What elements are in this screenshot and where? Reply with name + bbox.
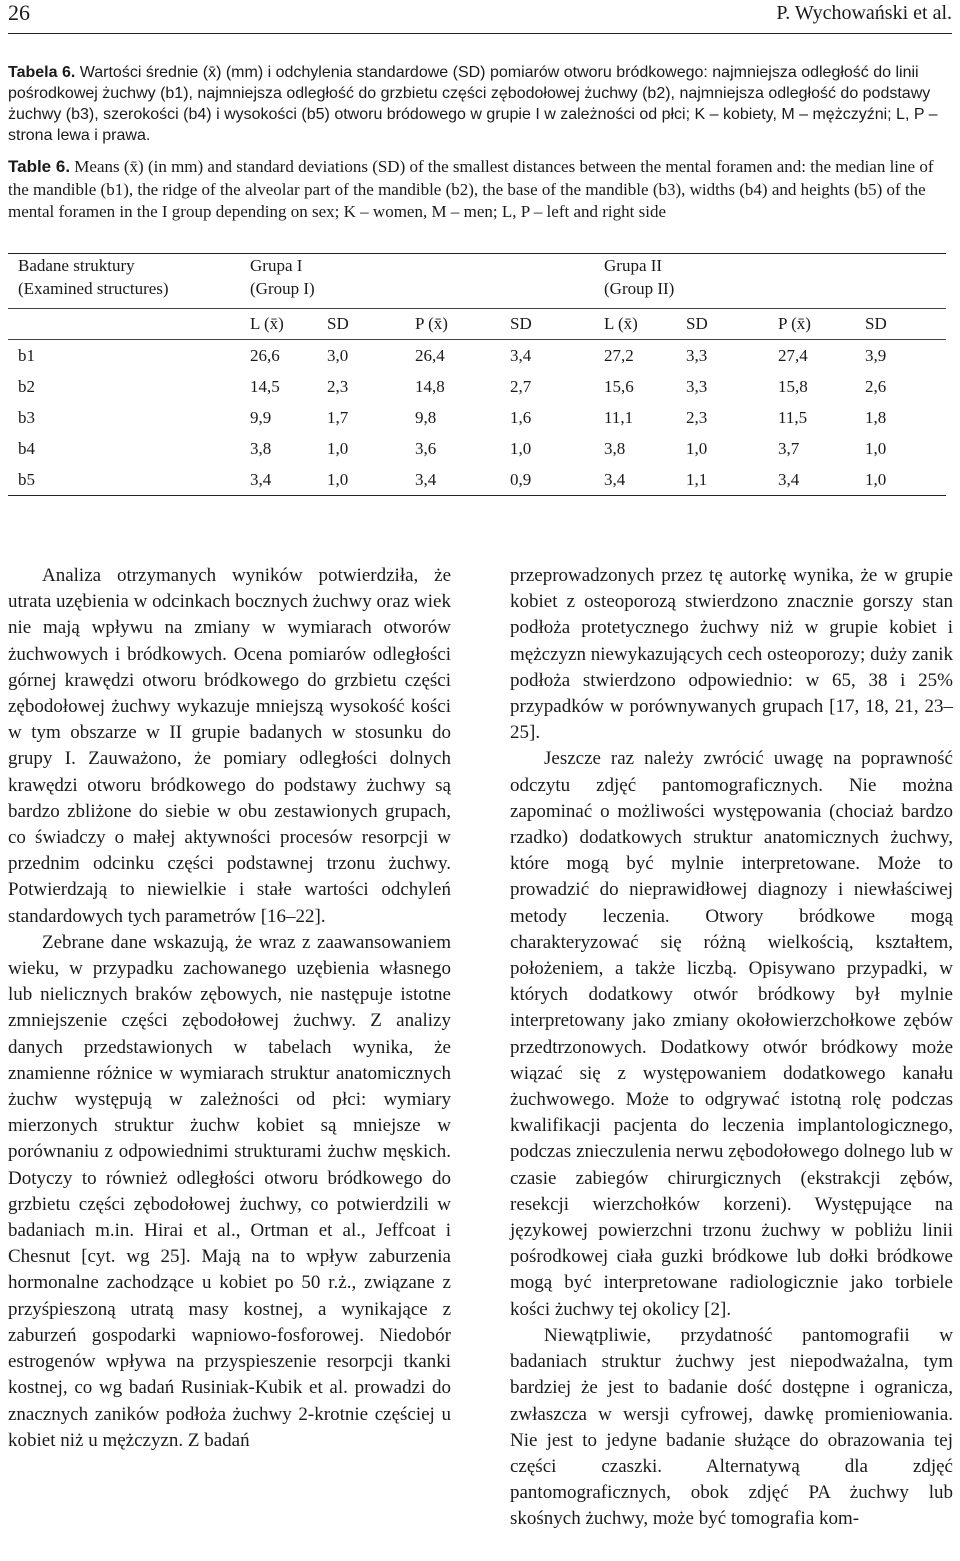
table-cell: 27,4 — [778, 346, 808, 365]
table-cell: 3,4 — [510, 346, 532, 365]
header-group-1-pl: Grupa I — [250, 256, 303, 275]
table-cell: 26,4 — [415, 346, 445, 365]
table-caption-english — [8, 156, 946, 224]
table-row — [8, 464, 946, 496]
table-cell: 1,0 — [865, 439, 887, 458]
header-rule — [8, 33, 952, 34]
running-head: P. Wychowański et al. — [776, 2, 952, 24]
table-cell: 9,9 — [250, 408, 272, 427]
header-structures — [8, 254, 250, 309]
table-cell: 1,6 — [510, 408, 532, 427]
caption-label-english: Table 6. — [8, 157, 71, 176]
header-structures-en: (Examined structures) — [18, 279, 169, 298]
table-header-row — [8, 254, 946, 309]
table-cell: 2,3 — [327, 377, 349, 396]
paragraph: Niewątpliwie, przydatność pantomografii w badaniach struktur żuchwy jest niepodważalna, tym bardziej że jest to badanie dość dostępne i ograniczа, zwłaszcza w wersji cyfrowej, dawkę promieniowania. Nie jest to jedyne badanie służące do obrazowania tej części czaszki. Alternatywą dla zdjęć pantomograficznych, obok zdjęć PA żuchwy lub skośnych żuchwy, może być tomografia kom- — [510, 1324, 953, 1530]
table-cell: 11,1 — [604, 408, 634, 427]
table-cell: 3,3 — [686, 377, 708, 396]
row-label: b2 — [18, 377, 35, 396]
header-group-1 — [250, 254, 604, 309]
table-cell: 14,5 — [250, 377, 280, 396]
row-label: b5 — [18, 470, 35, 489]
table-row — [8, 402, 946, 433]
table-cell: 2,3 — [686, 408, 708, 427]
subheader-cell: SD — [510, 314, 532, 333]
table-cell: 1,0 — [686, 439, 708, 458]
table-cell: 2,6 — [865, 377, 887, 396]
subheader-cell: P (x̄) — [415, 314, 448, 333]
left-column — [8, 563, 451, 1454]
table-cell: 1,1 — [686, 470, 708, 489]
header-group-2 — [604, 254, 946, 309]
row-label: b3 — [18, 408, 35, 427]
paragraph: przeprowadzonych przez tę autorkę wynika, że w grupie kobiet z osteoporozą stwierdzono znacznie gorszy stan podłoża protetycznego żuchwy niż w grupie kobiet i mężczyzn niewykazujących cech osteoporozy; duży zanik podłoża stwierdzono odpowiednio: w 65, 38 i 25% przypadków w porównywanych grupach [17, 18, 21, 23–25]. — [510, 565, 953, 744]
table-cell: 3,4 — [250, 470, 272, 489]
table-cell: 1,0 — [865, 470, 887, 489]
subheader-blank — [8, 309, 250, 340]
table-cell: 3,4 — [778, 470, 800, 489]
table-cell: 3,4 — [604, 470, 626, 489]
row-label: b4 — [18, 439, 35, 458]
subheader-cell: P (x̄) — [778, 314, 811, 333]
table-cell: 3,4 — [415, 470, 437, 489]
table-cell: 0,9 — [510, 470, 532, 489]
table-caption-polish — [8, 62, 946, 146]
subheader-cell: SD — [865, 314, 887, 333]
table-cell: 15,8 — [778, 377, 808, 396]
table-cell: 1,8 — [865, 408, 887, 427]
table-cell: 9,8 — [415, 408, 437, 427]
table-cell: 26,6 — [250, 346, 280, 365]
table-cell: 27,2 — [604, 346, 634, 365]
page-number: 26 — [8, 0, 30, 25]
table-cell: 3,7 — [778, 439, 800, 458]
subheader-cell: SD — [327, 314, 349, 333]
row-label: b1 — [18, 346, 35, 365]
table-cell: 14,8 — [415, 377, 445, 396]
table-row — [8, 433, 946, 464]
table-subheader-row — [8, 309, 946, 340]
table-cell: 2,7 — [510, 377, 532, 396]
right-column — [510, 563, 953, 1533]
subheader-cell: L (x̄) — [250, 314, 284, 333]
table-row — [8, 340, 946, 372]
paragraph: Analiza otrzymanych wyników potwierdziła, że utrata uzębienia w odcinkach bocznych żuchwy oraz wiek nie mają wpływu na zmiany w wymiarach otworów żuchwowych i bródkowych. Ocena pomiarów odległości górnej krawędzi otworu bródkowego do grzbietu części zębodołowej żuchwy wykazuje mniejszą wysokość kości w tym obszarze w II grupie badanych w stosunku do grupy I. Zauważono, że pomiary odległości dolnych krawędzi otworu bródkowego do podstawy żuchwy są bardzo zbliżone do siebie w obu zestawionych grupach, co świadczy o małej aktywności procesów resorpcji w przednim odcinku części podstawnej trzonu żuchwy. Potwierdzają to niewielkie i stałe wartości odchyleń standardowych tych parametrów [16–22]. — [8, 565, 451, 927]
header-group-2-pl: Grupa II — [604, 256, 663, 275]
data-table-container — [8, 253, 946, 496]
table-cell: 3,8 — [604, 439, 626, 458]
table-cell: 3,6 — [415, 439, 437, 458]
table-cell: 1,0 — [510, 439, 532, 458]
table-cell: 1,0 — [327, 470, 349, 489]
table-cell: 11,5 — [778, 408, 808, 427]
table-cell: 3,9 — [865, 346, 887, 365]
measurements-table — [8, 253, 946, 496]
caption-label-polish: Tabela 6. — [8, 64, 76, 81]
table-row — [8, 371, 946, 402]
paragraph: Jeszcze raz należy zwrócić uwagę na poprawność odczytu zdjęć pantomograficznych. Nie można zapominać o możliwości występowania (chociaż bardzo rzadko) dodatkowych struktur anatomicznych żuchwy, które mogą być mylnie interpretowane. Może to prowadzić do nieprawidłowej diagnozy i niewłaściwej metody leczenia. Otwory bródkowe mogą charakteryzować się różną wielkością, kształtem, położeniem, a także liczbą. Opisywano przypadki, w których dodatkowy otwór bródkowy był mylnie interpretowany jako zmiany okołowierzchołkowe zębów przedtrzonowych. Dodatkowy otwór bródkowy może wiązać się z występowaniem dodatkowego kanału żuchwowego. Może to odgrywać istotną rolę podczas kwalifikacji pacjenta do leczenia implantologicznego, podczas znieczulenia nerwu zębodołowego dolnego lub w czasie zabiegów chirurgicznych (ekstrakcji zębów, resekcji wierzchołków korzeni). Występujące na językowej powierzchni trzonu żuchwy w pobliżu linii pośrodkowej ciała guzki bródkowe lub dołki bródkowe mogą być interpretowane radiologicznie jako torbiele kości żuchwy tej okolicy [2]. — [510, 748, 953, 1320]
table-cell: 3,8 — [250, 439, 272, 458]
page-header — [8, 0, 952, 34]
caption-text-polish: Wartości średnie (x̄) (mm) i odchylenia standardowe (SD) pomiarów otworu bródkowego: najmniejsza odległość do linii pośrodkowej żuchwy (b1), najmniejsza odległość do grzbietu części zębodołowej żuchwy (b2), najmniejsza odległość do podstawy żuchwy (b3), szerokości (b4) i wysokości (b5) otworu bródowego w grupie I w zależności od płci; K – kobiety, M – mężczyźni; L, P – strona lewa i prawa. — [8, 64, 938, 144]
subheader-cell: L (x̄) — [604, 314, 638, 333]
table-cell: 1,7 — [327, 408, 349, 427]
table-cell: 3,3 — [686, 346, 708, 365]
table-cell: 15,6 — [604, 377, 634, 396]
header-group-2-en: (Group II) — [604, 279, 675, 298]
paragraph: Zebrane dane wskazują, że wraz z zaawansowaniem wieku, w przypadku zachowanego uzębienia własnego lub nielicznych braków zębowych, nie następuje istotne zmniejszenie części zębodołowej żuchwy. Z analizy danych przedstawionych w tabelach wynika, że znamienne różnice w wymiarach struktur anatomicznych żuchw występują w zależności od płci: wymiary mierzonych struktur żuchw kobiet są mniejsze w porównaniu z odpowiednimi strukturami żuchw męskich. Dotyczy to również odległości otworu bródkowego do grzbietu części zębodołowej żuchwy, co potwierdzili w badaniach m.in. Hirai et al., Ortman et al., Jeffcoat i Chesnut [cyt. wg 25]. Mają na to wpływ zaburzenia hormonalne zachodzące u kobiet po 50 r.ż., związane z przyśpieszoną utratą masy kostnej, a wynikające z zaburzeń gospodarki wapniowo-fosforowej. Niedobór estrogenów wpływa na przyspieszenie resorpcji tkanki kostnej, co wg badań Rusiniak-Kubik et al. prowadzi do znacznych zaników podłoża żuchwy 2-krotnie częściej u kobiet niż u mężczyzn. Z badań — [8, 931, 451, 1451]
table-cell: 3,0 — [327, 346, 349, 365]
header-structures-pl: Badane struktury — [18, 256, 135, 275]
table-cell: 1,0 — [327, 439, 349, 458]
caption-text-english: Means (x̄) (in mm) and standard deviations (SD) of the smallest distances between the mental foramen and: the median line of the mandible (b1), the ridge of the alveolar part of the mandible (b2), the base of the mandible (b3), widths (b4) and heights (b5) of the mental foramen in the I group depending on sex; K – women, M – men; L, P – left and right side — [8, 157, 934, 221]
header-group-1-en: (Group I) — [250, 279, 315, 298]
subheader-cell: SD — [686, 314, 708, 333]
